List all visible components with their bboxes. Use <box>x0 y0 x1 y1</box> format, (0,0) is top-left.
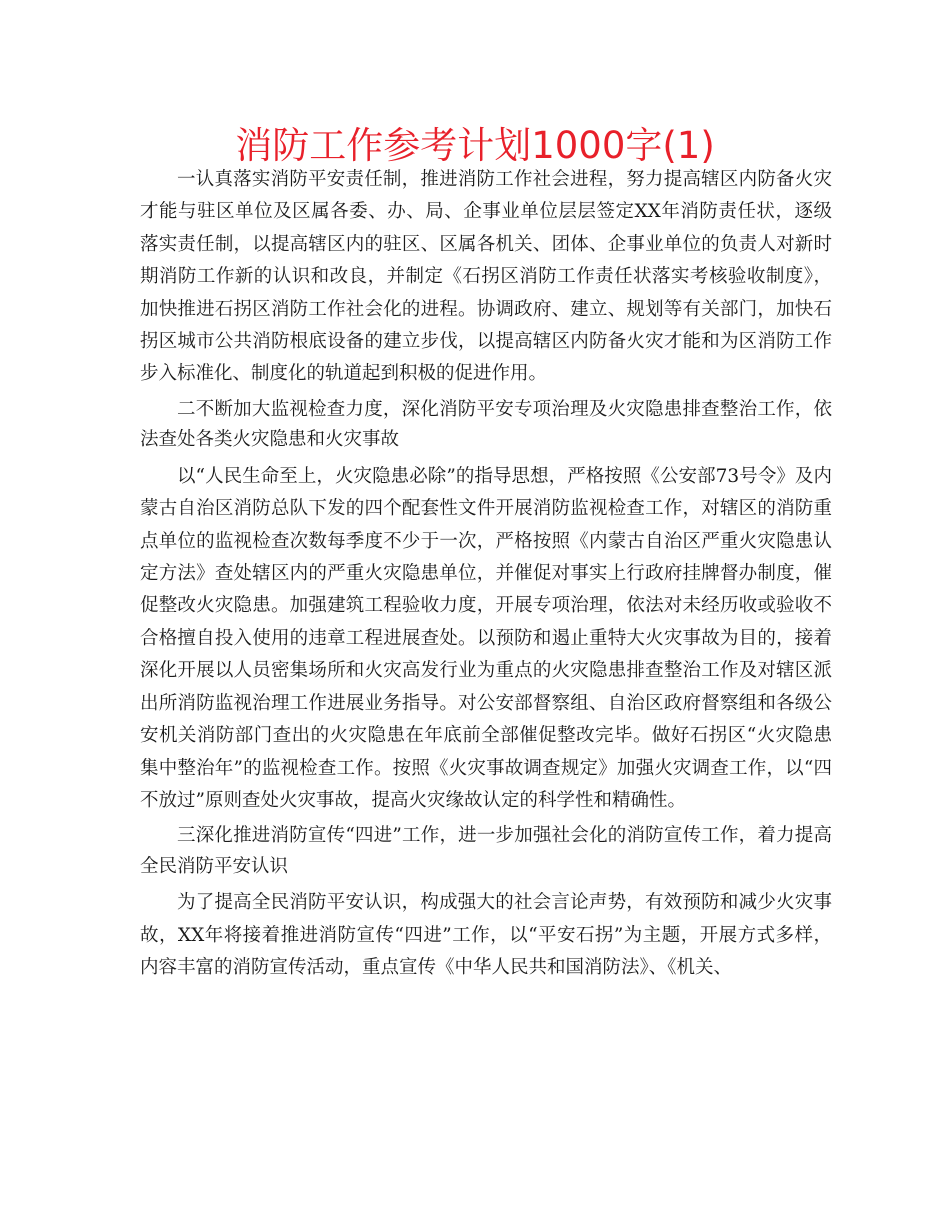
paragraph-inspection: 以“人民生命至上，火灾隐患必除”的指导思想，严格按照《公安部73号令》及内蒙古自治区消防总队下发的四个配套性文件开展消防监视检查工作，对辖区的消防重点单位的监视检查次数每季度不少于一次，严格按照《内蒙古自治区严重火灾隐患认定方法》查处辖区内的严重火灾隐患单位，并催促对事实上行政府挂牌督办制度，催促整改火灾隐患。加强建筑工程验收力度，开展专项治理，依法对未经历收或验收不合格擅自投入使用的违章工程进展查处。以预防和遏止重特大火灾事故为目的，接着深化开展以人员密集场所和火灾高发行业为重点的火灾隐患排查整治工作及对辖区派出所消防监视治理工作进展业务指导。对公安部督察组、自治区政府督察组和各级公安机关消防部门查出的火灾隐患在年底前全部催促整改完毕。做好石拐区“火灾隐患集中整治年”的监视检查工作。按照《火灾事故调查规定》加强火灾调查工作，以“四不放过”原则查处火灾事故，提高火灾缘故认定的科学性和精确性。 <box>140 465 832 811</box>
paragraph-publicity-heading: 三深化推进消防宣传“四进”工作，进一步加强社会化的消防宣传工作，着力提高全民消防平安认识 <box>140 825 832 877</box>
document-body <box>140 164 832 985</box>
paragraph-inspection-heading: 二不断加大监视检查力度，深化消防平安专项治理及火灾隐患排查整治工作，依法查处各类火灾隐患和火灾事故 <box>140 398 832 451</box>
document-title: 消防工作参考计划1000字(1) <box>235 124 715 167</box>
paragraph-publicity: 为了提高全民消防平安认识，构成强大的社会言论声势，有效预防和减少火灾事故，XX年将接着推进消防宣传“四进”工作，以“平安石拐”为主题，开展方式多样，内容丰富的消防宣传活动，重点宣传《中华人民共和国消防法》、《机关、 <box>140 892 832 979</box>
paragraph-responsibility: 一认真落实消防平安责任制，推进消防工作社会进程，努力提高辖区内防备火灾才能与驻区单位及区属各委、办、局、企事业单位层层签定XX年消防责任状，逐级落实责任制，以提高辖区内的驻区、区属各机关、团体、企事业单位的负责人对新时期消防工作新的认识和改良，并制定《石拐区消防工作责任状落实考核验收制度》，加快推进石拐区消防工作社会化的进程。协调政府、建立、规划等有关部门，加快石拐区城市公共消防根底设备的建立步伐，以提高辖区内防备火灾才能和为区消防工作步入标准化、制度化的轨道起到积极的促进作用。 <box>140 169 832 385</box>
